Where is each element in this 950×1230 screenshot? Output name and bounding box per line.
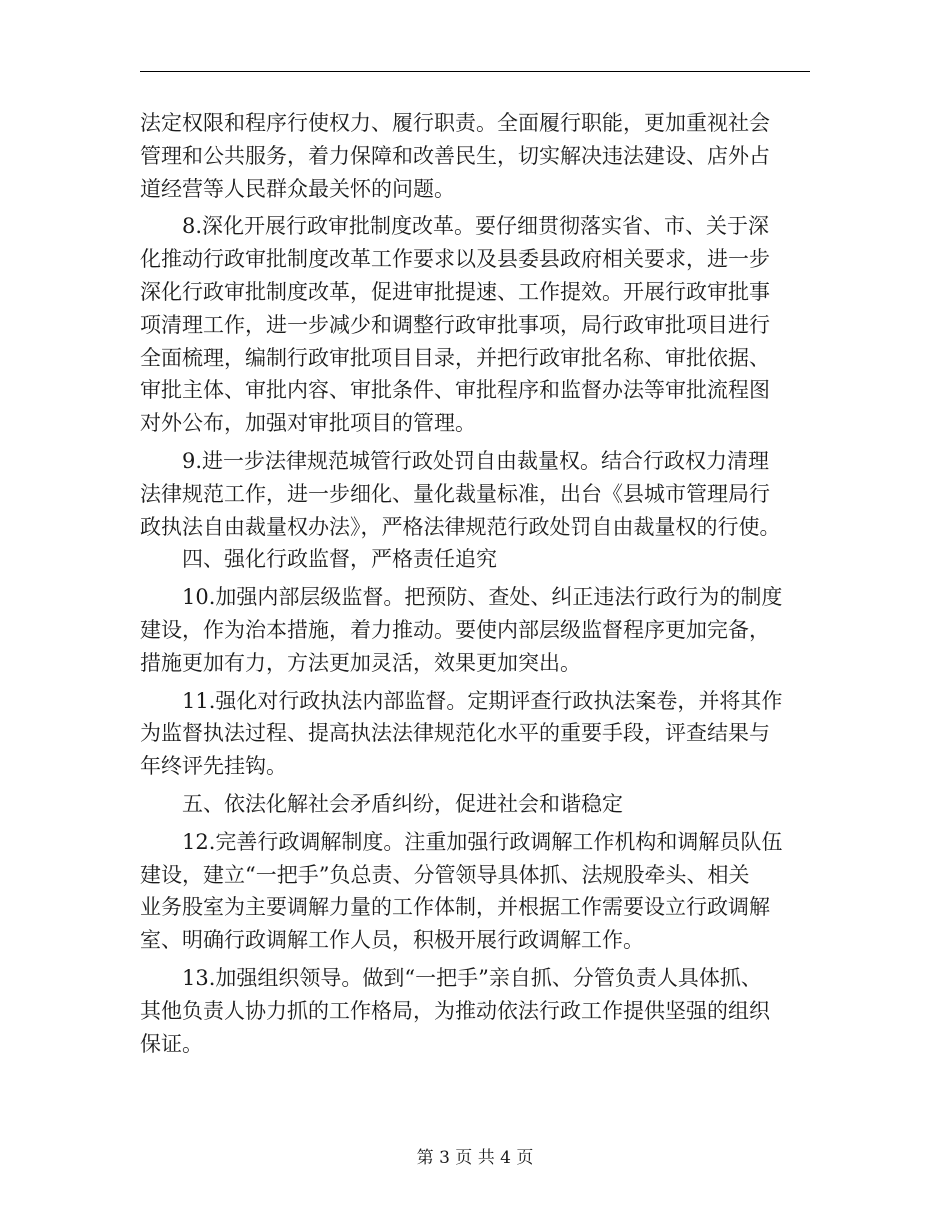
paragraph-first-line: 11.强化对行政执法内部监督。定期评查行政执法案卷，并将其作 bbox=[182, 688, 783, 713]
text-line: 室、明确行政调解工作人员，积极开展行政调解工作。 bbox=[140, 928, 644, 953]
text-line: 措施更加有力，方法更加灵活，效果更加突出。 bbox=[140, 650, 581, 675]
text-line: 道经营等人民群众最关怀的问题。 bbox=[140, 176, 455, 201]
header-rule bbox=[140, 71, 810, 72]
text-line: 全面梳理，编制行政审批项目目录，并把行政审批名称、审批依据、 bbox=[140, 345, 770, 370]
section-heading: 五、依法化解社会矛盾纠纷，促进社会和谐稳定 bbox=[182, 791, 623, 816]
document-body bbox=[140, 107, 812, 1060]
text-line: 管理和公共服务，着力保障和改善民生，切实解决违法建设、店外占 bbox=[140, 143, 770, 168]
text-line: 年终评先挂钩。 bbox=[140, 754, 287, 779]
text-line: 审批主体、审批内容、审批条件、审批程序和监督办法等审批流程图 bbox=[140, 378, 770, 403]
page-number-footer: 第 3 页 共 4 页 bbox=[416, 1148, 534, 1168]
paragraph-first-line: 10.加强内部层级监督。把预防、查处、纠正违法行政行为的制度 bbox=[182, 585, 783, 610]
text-line: 对外公布，加强对审批项目的管理。 bbox=[140, 411, 476, 436]
paragraph-first-line: 13.加强组织领导。做到“一把手”亲自抓、分管负责人具体抓、 bbox=[182, 965, 762, 990]
paragraph-first-line: 9.进一步法律规范城管行政处罚自由裁量权。结合行政权力清理 bbox=[182, 448, 770, 473]
paragraph-first-line: 12.完善行政调解制度。注重加强行政调解工作机构和调解员队伍 bbox=[182, 829, 783, 854]
section-heading: 四、强化行政监督，严格责任追究 bbox=[182, 547, 497, 572]
text-line: 业务股室为主要调解力量的工作体制，并根据工作需要设立行政调解 bbox=[140, 895, 770, 920]
text-line: 法定权限和程序行使权力、履行职责。全面履行职能，更加重视社会 bbox=[140, 111, 770, 135]
text-line: 建设，建立“一把手”负总责、分管领导具体抓、法规股牵头、相关 bbox=[140, 862, 750, 887]
text-line: 其他负责人协力抓的工作格局，为推动依法行政工作提供坚强的组织 bbox=[140, 998, 770, 1023]
text-line: 建设，作为治本措施，着力推动。要使内部层级监督程序更加完备， bbox=[140, 617, 770, 642]
text-line: 法律规范工作，进一步细化、量化裁量标准，出台《县城市管理局行 bbox=[140, 481, 770, 506]
paragraph-first-line: 8.深化开展行政审批制度改革。要仔细贯彻落实省、市、关于深 bbox=[182, 214, 770, 239]
text-line: 政执法自由裁量权办法》，严格法律规范行政处罚自由裁量权的行使。 bbox=[140, 514, 781, 539]
text-line: 化推动行政审批制度改革工作要求以及县委县政府相关要求，进一步 bbox=[140, 247, 770, 272]
text-line: 项清理工作，进一步减少和调整行政审批事项，局行政审批项目进行 bbox=[140, 312, 770, 337]
text-line: 深化行政审批制度改革，促进审批提速、工作提效。开展行政审批事 bbox=[140, 279, 770, 304]
text-line: 为监督执法过程、提高执法法律规范化水平的重要手段，评查结果与 bbox=[140, 721, 770, 746]
text-line: 保证。 bbox=[140, 1031, 203, 1056]
